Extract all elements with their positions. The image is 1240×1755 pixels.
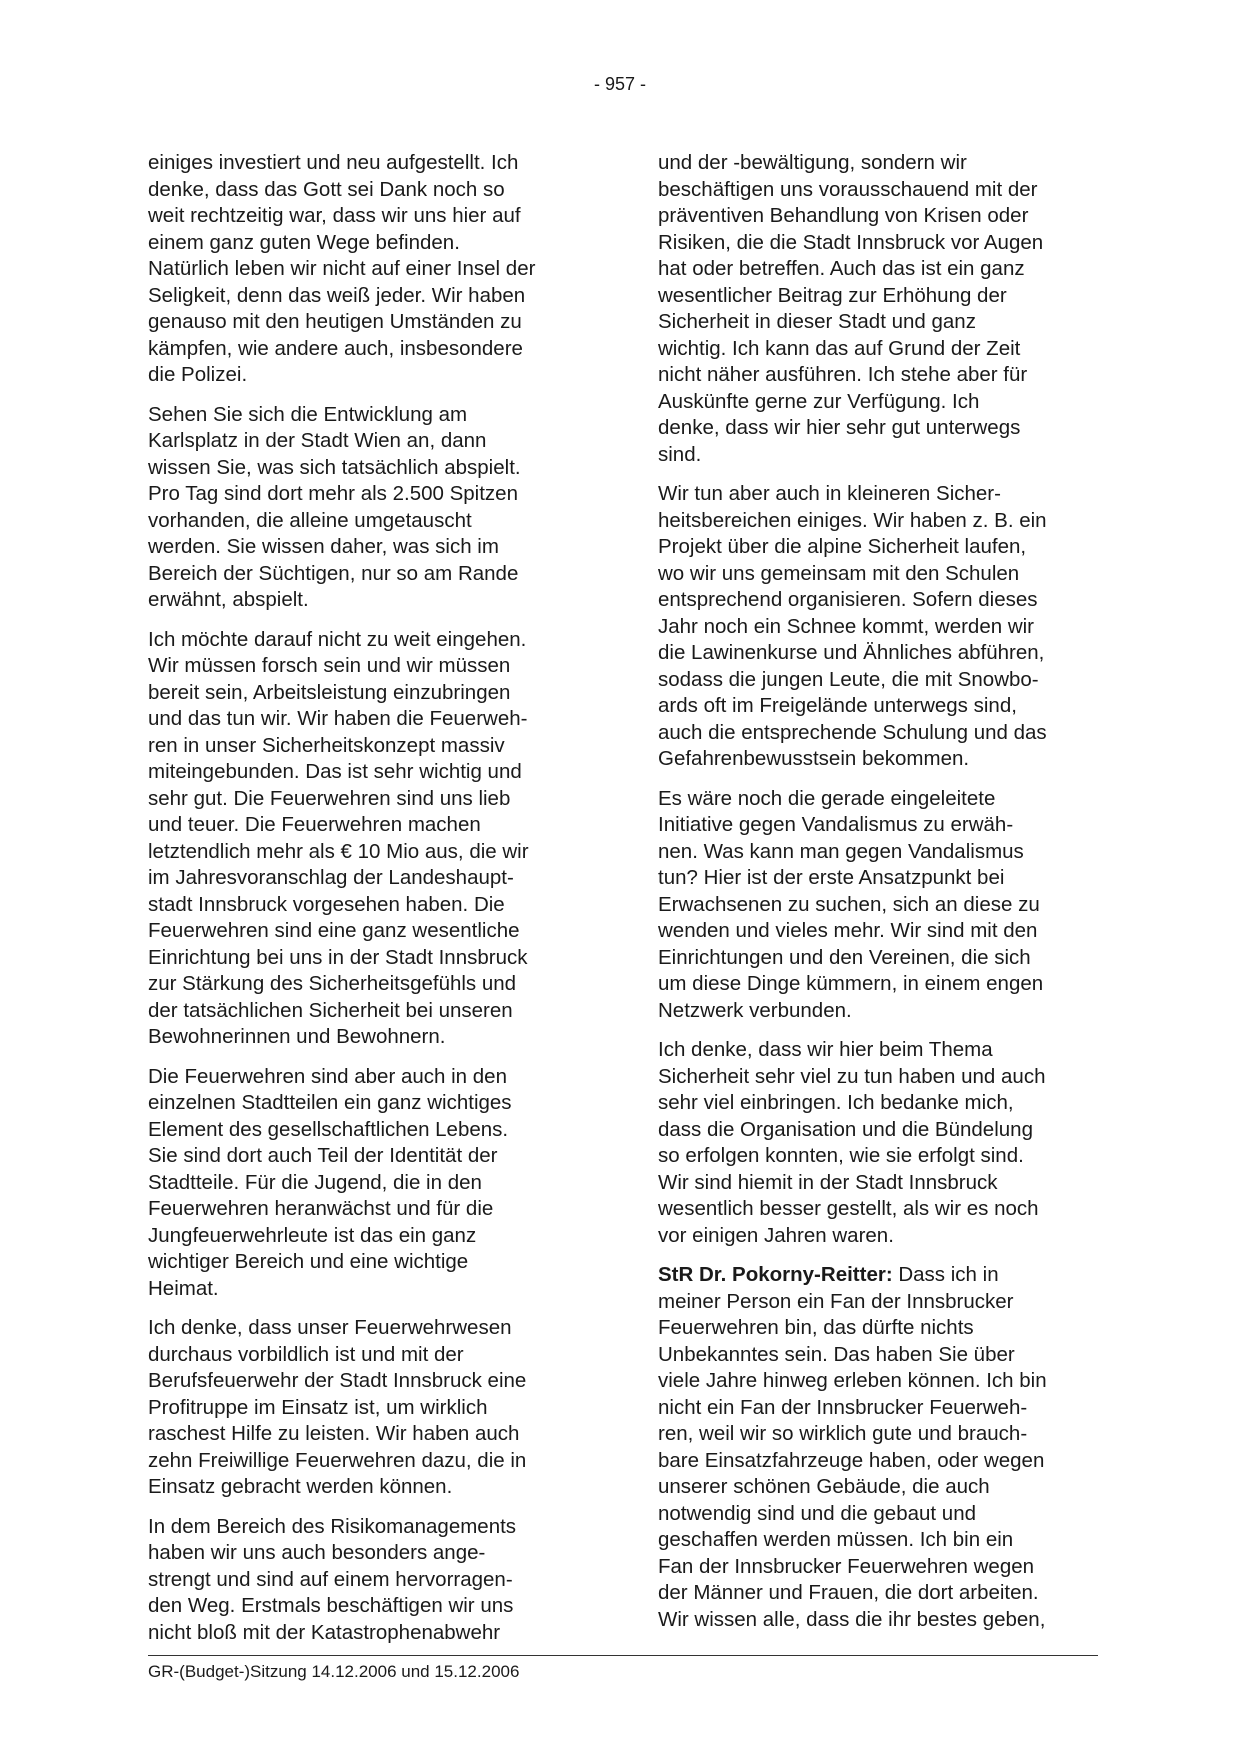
- paragraph: Es wäre noch die gerade eingeleitete Initiative gegen Vandalismus zu erwäh- nen. Was kann man gegen Vandalismus tun? Hier ist der erste Ansatzpunkt bei Erwachsenen zu suchen, sich an diese zu wenden und vieles mehr. Wir sind mit den Einrichtungen und den Vereinen, die sich um diese Dinge kümmern, in einem engen Netzwerk verbunden.: [658, 786, 1044, 1022]
- paragraph: Ich möchte darauf nicht zu weit eingehen. Wir müssen forsch sein und wir müssen bereit sein, Arbeitsleistung einzubringen und das tun wir. Wir haben die Feuerweh- ren in unser Sicherheitskonzept massiv miteingebunden. Das ist sehr wichtig und sehr gut. Die Feuerwehren sind uns lieb und teuer. Die Feuerwehren machen letztendlich mehr als € 10 Mio aus, die wir im Jahresvoranschlag der Landeshaupt- stadt Innsbruck vorgesehen haben. Die Feuerwehren sind eine ganz wesentliche Einrichtung bei uns in der Stadt Innsbruck zur Stärkung des Sicherheitsgefühls und der tatsächlichen Sicherheit bei unseren Bewohnerinnen und Bewohnern.: [148, 627, 529, 1048]
- speech-text: Dass ich in meiner Person ein Fan der Innsbrucker Feuerwehren bin, das dürfte nichts Unbekanntes sein. Das haben Sie über viele Jahre hinweg erleben können. Ich bin nicht ein Fan der Innsbrucker Feuerweh- ren, weil wir so wirklich gute und brauch- bare Einsatzfahrzeuge haben, oder wegen unserer schönen Gebäude, die auch notwendig sind und die gebaut und geschaffen werden müssen. Ich bin ein Fan der Innsbrucker Feuerwehren wegen der Männer und Frauen, die dort arbeiten. Wir wissen alle, dass die ihr bestes geben,: [658, 1263, 1047, 1631]
- paragraph: Wir tun aber auch in kleineren Sicher- heitsbereichen einiges. Wir haben z. B. ein Projekt über die alpine Sicherheit laufen, wo wir uns gemeinsam mit den Schulen entsprechend organisieren. Sofern dieses Jahr noch ein Schnee kommt, werden wir die Lawinenkurse und Ähnliches abführen, sodass die jungen Leute, die mit Snowbo- ards oft im Freigelände unterwegs sind, auch die entsprechende Schulung und das Gefahrenbewusstsein bekommen.: [658, 482, 1047, 770]
- paragraph: Die Feuerwehren sind aber auch in den einzelnen Stadtteilen ein ganz wichtiges Element des gesellschaftlichen Lebens. Sie sind dort auch Teil der Identität der Stadtteile. Für die Jugend, die in den Feuerwehren heranwächst und für die Jungfeuerwehrleute ist das ein ganz wichtiger Bereich und eine wichtige Heimat.: [148, 1064, 512, 1300]
- paragraph: Ich denke, dass unser Feuerwehrwesen durchaus vorbildlich ist und mit der Berufsfeuerwehr der Stadt Innsbruck eine Profitruppe im Einsatz ist, um wirklich raschest Hilfe zu leisten. Wir haben auch zehn Freiwillige Feuerwehren dazu, die in Einsatz gebracht werden können.: [148, 1316, 527, 1498]
- paragraph: und der -bewältigung, sondern wir beschäftigen uns vorausschauend mit der präventiven Behandlung von Krisen oder Risiken, die die Stadt Innsbruck vor Augen hat oder betreffen. Auch das ist ein ganz wesentlicher Beitrag zur Erhöhung der Sicherheit in dieser Stadt und ganz wichtig. Ich kann das auf Grund der Zeit nicht näher ausführen. Ich stehe aber für Auskünfte gerne zur Verfügung. Ich denke, dass wir hier sehr gut unterwegs sind.: [658, 151, 1044, 466]
- speech-paragraph: [658, 1262, 1103, 1633]
- paragraph: Ich denke, dass wir hier beim Thema Sicherheit sehr viel zu tun haben und auch sehr viel einbringen. Ich bedanke mich, dass die Organisation und die Bündelung so erfolgen konnten, wie sie erfolgt sind. Wir sind hiemit in der Stadt Innsbruck wesentlich besser gestellt, als wir es noch vor einigen Jahren waren.: [658, 1038, 1046, 1247]
- footer-text: GR-(Budget-)Sitzung 14.12.2006 und 15.12.2006: [148, 1662, 520, 1681]
- speaker-name: StR Dr. Pokorny-Reitter:: [658, 1263, 893, 1286]
- paragraph: Sehen Sie sich die Entwicklung am Karlsplatz in der Stadt Wien an, dann wissen Sie, was sich tatsächlich abspielt. Pro Tag sind dort mehr als 2.500 Spitzen vorhanden, die alleine umgetauscht werden. Sie wissen daher, was sich im Bereich der Süchtigen, nur so am Rande erwähnt, abspielt.: [148, 402, 521, 611]
- footer-divider: [148, 1655, 1098, 1656]
- paragraph: In dem Bereich des Risikomanagements haben wir uns auch besonders ange- strengt und sind auf einem hervorragen- den Weg. Erstmals beschäftigen wir uns nicht bloß mit der Katastrophenabwehr: [148, 1514, 517, 1644]
- right-column: [658, 150, 1103, 1646]
- page-number: - 957 -: [593, 74, 647, 94]
- left-column: [148, 150, 593, 1659]
- paragraph: einiges investiert und neu aufgestellt. Ich denke, dass das Gott sei Dank noch so weit rechtzeitig war, dass wir uns hier auf einem ganz guten Wege befinden. Natürlich leben wir nicht auf einer Insel der Seligkeit, denn das weiß jeder. Wir haben genauso mit den heutigen Umständen zu kämpfen, wie andere auch, insbesondere die Polizei.: [148, 151, 536, 386]
